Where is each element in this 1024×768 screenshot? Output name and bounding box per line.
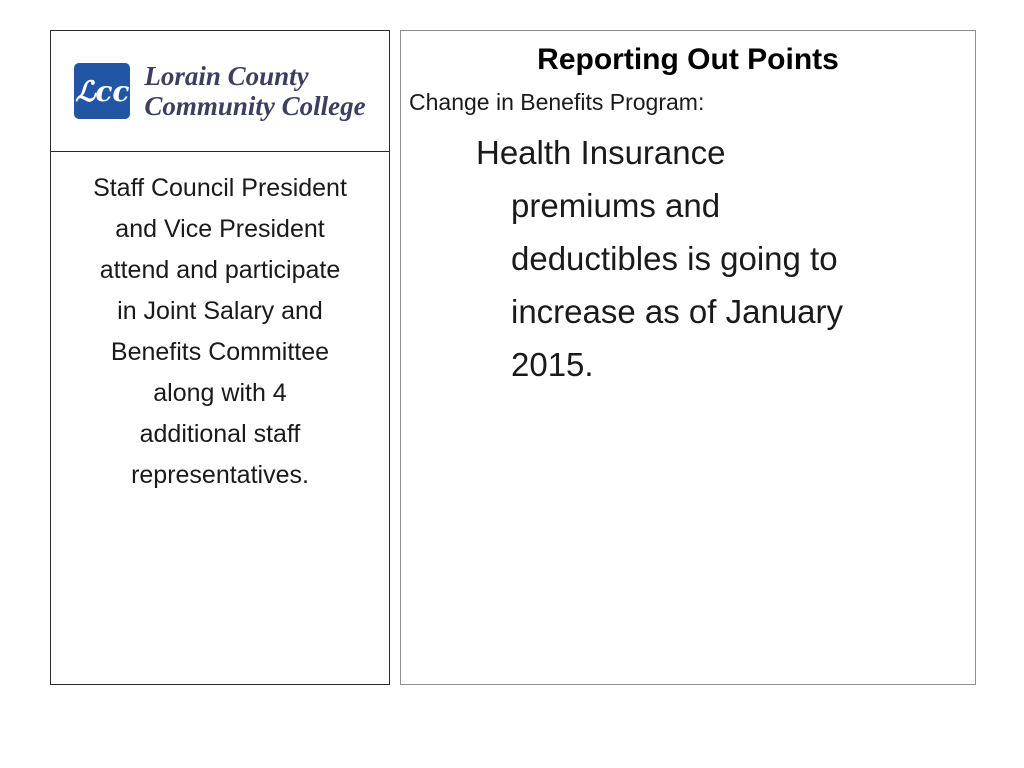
- right-panel: [400, 30, 976, 685]
- college-logo: [51, 31, 389, 152]
- college-name-line2: Community College: [144, 91, 366, 121]
- benefits-program-label: Change in Benefits Program:: [409, 89, 705, 115]
- left-panel: [50, 30, 390, 685]
- lcc-logo-icon: ℒcc: [74, 63, 130, 119]
- health-insurance-text: Health Insurance premiums and deductibles is going to increase as of January 2015.: [476, 134, 844, 383]
- college-name-line1: Lorain County: [144, 61, 309, 91]
- college-name: [144, 61, 365, 121]
- left-panel-text: Staff Council President and Vice President attend and participate in Joint Salary and Benefits Committee along with 4 additional staff representatives.: [93, 174, 347, 489]
- slide-title: Reporting Out Points: [537, 43, 839, 76]
